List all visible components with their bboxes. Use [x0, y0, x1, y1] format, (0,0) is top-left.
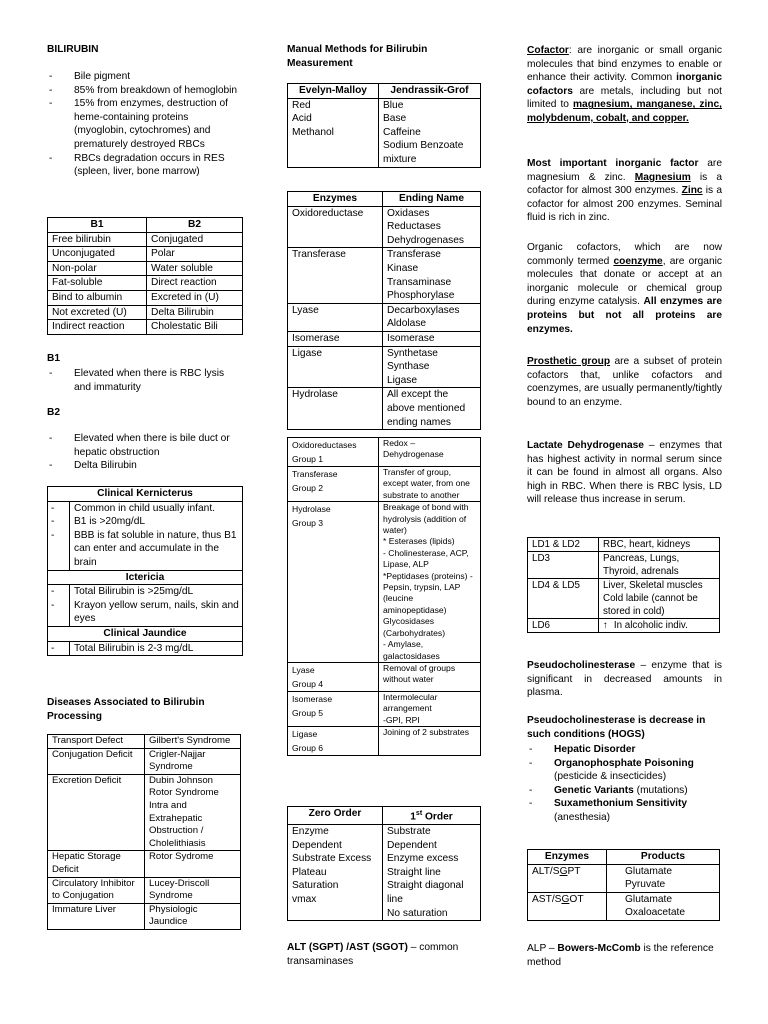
enzyme-ending-cell: Isomerase	[383, 331, 481, 346]
table-row	[48, 903, 241, 929]
table-row	[48, 261, 243, 276]
enzyme-ending-cell: Synthetase Synthase Ligase	[383, 346, 481, 388]
cofactor-text1: : are inorganic or small organic molecules that bind enzymes to enable or enhance their activity. Common	[527, 45, 722, 84]
disease-category-cell: Conjugation Deficit	[48, 748, 145, 774]
kernicterus-title: Clinical Kernicterus	[48, 487, 242, 502]
b1-bullet-item: - Elevated when there is RBC lysis and immaturity	[47, 367, 243, 394]
disease-category-cell: Circulatory Inhibitor to Conjugation	[48, 877, 145, 903]
bilirubin-bullet-item: - 15% from enzymes, destruction of heme-containing proteins (myoglobin, cytochromes) and prematurely destroyed RBCs	[47, 97, 243, 151]
enzymes-header: Enzymes	[288, 192, 383, 207]
prosthetic-paragraph	[527, 355, 722, 409]
b2-bullets	[47, 432, 243, 473]
important-text3: is a cofactor for almost 200 enzymes. Seminal fluid is rich in zinc.	[527, 185, 722, 224]
important-text2: is a cofactor for almost 300 enzymes.	[527, 171, 722, 197]
enzyme-ending-cell: Transferase Kinase Transaminase Phosphorylase	[383, 248, 481, 303]
disease-category-cell: Excretion Deficit	[48, 774, 145, 851]
disease-name-cell: Rotor Sydrome	[145, 851, 241, 877]
enzyme-groups-table	[287, 437, 481, 756]
disease-name-cell: Gilbert's Syndrome	[145, 735, 241, 749]
table-row	[288, 346, 481, 388]
group-desc-cell: Breakage of bond with hydrolysis (addition of water) * Esterases (lipids) - Cholinesterase, ACP, Lipase, ALP *Peptidases (proteins) - Pepsin, trypsin, LAP (leucine aminopeptidase) Glycosidases (Carbohydrates) - Amylase, galactosidases	[379, 502, 481, 663]
alp-bold: Bowers-McComb	[557, 943, 641, 954]
zinc-term: Zinc	[681, 185, 703, 197]
disease-name-cell: Crigler-Najjar Syndrome	[145, 748, 241, 774]
enzyme-abbr-u: G	[561, 893, 570, 905]
disease-category-cell: Immature Liver	[48, 903, 145, 929]
b2-title: B2	[47, 407, 61, 418]
enzyme-ending-cell: Decarboxylases Aldolase	[383, 303, 481, 331]
hogs-item-text: (mutations)	[633, 784, 688, 796]
enzyme-ending-cell: All except the above mentioned ending names	[383, 388, 481, 430]
ld-location-cell	[599, 619, 720, 633]
b2-cell: Direct reaction	[147, 276, 243, 291]
product-enzyme-cell	[528, 892, 607, 920]
table-row	[528, 552, 720, 579]
organic-text1: Organic cofactors, which are now commonly termed	[527, 242, 722, 267]
b1-title: B1	[47, 353, 61, 364]
table-row	[288, 248, 481, 303]
kernicterus-text: B1 is >20mg/dL	[74, 516, 146, 528]
table-row	[288, 691, 481, 726]
b1-bullets	[47, 367, 243, 394]
dash-marker: -	[48, 585, 70, 599]
enzyme-abbr-c: PT	[567, 865, 581, 877]
group-desc-cell: Intermolecular arrangement -GPI, RPI	[379, 691, 481, 726]
enzyme-abbr-c: OT	[569, 893, 584, 905]
hogs-item-text: (anesthesia)	[554, 811, 611, 823]
first-order-cell: Substrate Dependent Enzyme excess Straight line Straight diagonal line No saturation	[383, 824, 481, 920]
b2-cell: Conjugated	[147, 232, 243, 247]
alt-ast-bold: ALT (SGPT) /AST (SGOT)	[287, 942, 408, 953]
group-name-cell: Isomerase Group 5	[288, 691, 379, 726]
table-row	[288, 727, 481, 756]
b2-cell: Cholestatic Bili	[147, 320, 243, 335]
enzyme-class-cell: Hydrolase	[288, 388, 383, 430]
bilirubin-bullet-item: - Bile pigment	[47, 70, 243, 84]
manual-methods-title: Manual Methods for Bilirubin Measurement	[287, 44, 428, 69]
magnesium-term: Magnesium	[634, 171, 691, 183]
hogs-item-text: (pesticide & insecticides)	[554, 771, 667, 783]
product-enzyme-cell	[528, 864, 607, 892]
table-row	[288, 502, 481, 663]
prosthetic-term: Prosthetic group	[527, 356, 611, 367]
zero-order-header: Zero Order	[288, 807, 383, 825]
enzyme-abbr-a: ALT/S	[532, 865, 560, 877]
alp-text1: ALP –	[527, 943, 558, 954]
dash-marker: -	[48, 599, 70, 626]
evelyn-malloy-header: Evelyn-Malloy	[288, 84, 379, 99]
table-row	[288, 388, 481, 430]
table-row	[288, 303, 481, 331]
disease-name-cell: Lucey-Driscoll Syndrome	[145, 877, 241, 903]
table-row	[288, 438, 481, 467]
hogs-item-bold: Hepatic Disorder	[554, 744, 636, 755]
b2-bullet-item: - Elevated when there is bile duct or hepatic obstruction	[47, 432, 243, 459]
enzyme-abbr-u: G	[559, 865, 568, 877]
enzyme-class-cell: Oxidoreductase	[288, 206, 383, 248]
alt-ast-rest: – common transaminases	[287, 942, 459, 967]
clinical-box	[47, 486, 243, 656]
first-order-header	[383, 807, 481, 825]
table-row	[48, 305, 243, 320]
bilirubin-bullets	[47, 70, 243, 179]
cofactor-metals: magnesium, manganese, zinc, molybdenum, cobalt, and copper.	[527, 99, 722, 124]
jaundice-title: Clinical Jaundice	[48, 626, 242, 642]
first-order-num: 1	[410, 811, 416, 823]
ld-bold: Lactate Dehydrogenase	[527, 440, 644, 451]
enzyme-class-cell: Lyase	[288, 303, 383, 331]
b1-cell: Fat-soluble	[48, 276, 147, 291]
group-desc-cell: Removal of groups without water	[379, 662, 481, 691]
organic-bold: All enzymes are proteins but not all proteins are enzymes.	[527, 296, 722, 335]
ld-paragraph	[527, 439, 722, 507]
jendrassik-grof-header: Jendrassik-Grof	[379, 84, 481, 99]
ld-isoenzyme-cell: LD3	[528, 552, 599, 579]
product-cell: Glutamate Oxaloacetate	[607, 892, 720, 920]
products-products-header: Products	[607, 850, 720, 865]
hogs-title: Pseudocholinesterase is decrease in such conditions (HOGS)	[527, 715, 706, 740]
alp-note	[527, 942, 722, 969]
kernicterus-text: BBB is fat soluble in nature, thus B1 can enter and accumulate in the brain	[74, 529, 237, 568]
enzyme-ending-cell: Oxidases Reductases Dehydrogenases	[383, 206, 481, 248]
important-paragraph	[527, 157, 722, 225]
pseudo-bold: Pseudocholinesterase	[527, 660, 636, 671]
cofactor-bold: inorganic cofactors	[527, 72, 722, 97]
ld-location-cell: Liver, Skeletal muscles Cold labile (cannot be stored in cold)	[599, 579, 720, 619]
ictericia-text: Total Bilirubin is >25mg/dL	[74, 586, 194, 598]
group-name-cell: Lyase Group 4	[288, 662, 379, 691]
ld-table	[527, 537, 720, 633]
zero-order-cell: Enzyme Dependent Substrate Excess Plateau Saturation vmax	[288, 824, 383, 920]
b2-cell: Water soluble	[147, 261, 243, 276]
enzyme-class-cell: Transferase	[288, 248, 383, 303]
table-row	[48, 232, 243, 247]
b1-b2-table	[47, 217, 243, 335]
hogs-item	[527, 784, 722, 798]
products-enzymes-header: Enzymes	[528, 850, 607, 865]
dash-marker: -	[48, 502, 70, 516]
b2-bullet-item: - Delta Bilirubin	[47, 459, 243, 473]
table-row	[48, 774, 241, 851]
b1-cell: Bind to albumin	[48, 290, 147, 305]
enzymes-table	[287, 191, 481, 430]
ending-name-header: Ending Name	[383, 192, 481, 207]
bilirubin-title: BILIRUBIN	[47, 44, 99, 55]
b1-header: B1	[48, 218, 147, 233]
up-arrow-icon: ↑	[603, 620, 608, 631]
cofactor-term: Cofactor	[527, 45, 569, 56]
evelyn-malloy-cell: Red Acid Methanol	[288, 98, 379, 167]
b1-cell: Unconjugated	[48, 247, 147, 262]
b2-cell: Excreted in (U)	[147, 290, 243, 305]
ictericia-row	[48, 585, 242, 599]
disease-category-cell: Hepatic Storage Deficit	[48, 851, 145, 877]
product-cell: Glutamate Pyruvate	[607, 864, 720, 892]
organic-text2: , are organic molecules that donate or accept at an inorganic molecule or chemical group during enzyme catalysis.	[527, 255, 722, 308]
kernicterus-text: Common in child usually infant.	[74, 502, 215, 514]
coenzyme-term: coenzyme	[613, 255, 663, 267]
group-name-cell: Oxidoreductases Group 1	[288, 438, 379, 467]
b1-cell: Non-polar	[48, 261, 147, 276]
table-row	[48, 735, 241, 749]
kernicterus-row	[48, 515, 242, 529]
ld-isoenzyme-cell: LD6	[528, 619, 599, 633]
b2-cell: Polar	[147, 247, 243, 262]
group-desc-cell: Redox – Dehydrogenase	[379, 438, 481, 467]
dash-marker: -	[48, 642, 70, 656]
order-table	[287, 806, 481, 921]
dash-marker: -	[48, 529, 70, 570]
hogs-item-bold: Genetic Variants	[554, 784, 634, 796]
table-row	[48, 247, 243, 262]
hogs-list	[527, 743, 722, 825]
enzyme-class-cell: Ligase	[288, 346, 383, 388]
table-row	[528, 892, 720, 920]
table-row	[48, 290, 243, 305]
table-row	[288, 206, 481, 248]
table-row	[288, 331, 481, 346]
group-name-cell: Ligase Group 6	[288, 727, 379, 756]
table-row	[528, 538, 720, 552]
first-order-rest: Order	[422, 811, 453, 823]
group-name-cell: Hydrolase Group 3	[288, 502, 379, 663]
b2-cell: Delta Bilirubin	[147, 305, 243, 320]
table-row	[528, 579, 720, 619]
table-row	[528, 864, 720, 892]
methods-table	[287, 83, 481, 168]
cofactor-text2: are metals, including but not limited to	[527, 85, 722, 111]
ld-location-text: In alcoholic indiv.	[613, 620, 688, 631]
b1-cell: Indirect reaction	[48, 320, 147, 335]
ictericia-title: Ictericia	[48, 570, 242, 586]
bilirubin-bullet-item: - 85% from breakdown of hemoglobin	[47, 84, 243, 98]
important-text1: are magnesium & zinc.	[527, 158, 722, 183]
table-row	[48, 748, 241, 774]
prosthetic-text: are a subset of protein cofactors that, unlike cofactors and coenzymes, are usually permanently/tightly bound to an enzyme.	[527, 356, 722, 408]
cofactor-paragraph	[527, 44, 722, 126]
enzyme-class-cell: Isomerase	[288, 331, 383, 346]
table-row	[288, 662, 481, 691]
table-row	[48, 851, 241, 877]
alt-ast-note	[287, 941, 483, 968]
ld-isoenzyme-cell: LD4 & LD5	[528, 579, 599, 619]
jaundice-row	[48, 642, 242, 656]
kernicterus-row	[48, 502, 242, 516]
group-desc-cell: Transfer of group, except water, from one substrate to another	[379, 467, 481, 502]
table-row	[48, 276, 243, 291]
bilirubin-bullet-item: - RBCs degradation occurs in RES (spleen, liver, bone marrow)	[47, 152, 243, 179]
b2-header: B2	[147, 218, 243, 233]
hogs-item	[527, 757, 722, 784]
hogs-item-bold: Organophosphate Poisoning	[554, 757, 694, 769]
ld-isoenzyme-cell: LD1 & LD2	[528, 538, 599, 552]
kernicterus-row	[48, 529, 242, 570]
table-row	[288, 467, 481, 502]
b1-cell: Not excreted (U)	[48, 305, 147, 320]
disease-name-cell: Dubin Johnson Rotor Syndrome Intra and Extrahepatic Obstruction / Cholelithiasis	[145, 774, 241, 851]
ld-location-cell: Pancreas, Lungs, Thyroid, adrenals	[599, 552, 720, 579]
ictericia-row	[48, 599, 242, 626]
group-name-cell: Transferase Group 2	[288, 467, 379, 502]
b1-cell: Free bilirubin	[48, 232, 147, 247]
disease-name-cell: Physiologic Jaundice	[145, 903, 241, 929]
table-row	[528, 619, 720, 633]
first-order-sup: st	[415, 810, 423, 817]
pseudo-text: – enzyme that is significant in decreased amounts in plasma.	[527, 660, 722, 699]
ictericia-text: Krayon yellow serum, nails, skin and eyes	[74, 599, 239, 625]
jendrassik-grof-cell: Blue Base Caffeine Sodium Benzoate mixture	[379, 98, 481, 167]
jaundice-text: Total Bilirubin is 2-3 mg/dL	[74, 642, 194, 654]
ld-text: – enzymes that has highest activity in normal serum since it can be found in almost all organs. Also high in RBC. When there is RBC lysis, LD will release thus increase in serum.	[527, 440, 722, 506]
pseudo-paragraph	[527, 659, 722, 700]
enzyme-abbr-a: AST/S	[532, 893, 562, 905]
hogs-item	[527, 797, 722, 824]
dash-marker: -	[48, 515, 70, 529]
important-bold: Most important inorganic factor	[527, 158, 699, 169]
diseases-table	[47, 734, 241, 930]
hogs-item-bold: Suxamethonium Sensitivity	[554, 798, 688, 810]
alp-text2: is the reference method	[527, 943, 714, 968]
hogs-item	[527, 743, 722, 757]
products-table	[527, 849, 720, 921]
organic-paragraph	[527, 241, 722, 336]
disease-category-cell: Transport Defect	[48, 735, 145, 749]
group-desc-cell: Joining of 2 substrates	[379, 727, 481, 756]
ld-location-cell: RBC, heart, kidneys	[599, 538, 720, 552]
diseases-title: Diseases Associated to Bilirubin Processing	[47, 697, 205, 722]
table-row	[48, 877, 241, 903]
table-row	[48, 320, 243, 335]
